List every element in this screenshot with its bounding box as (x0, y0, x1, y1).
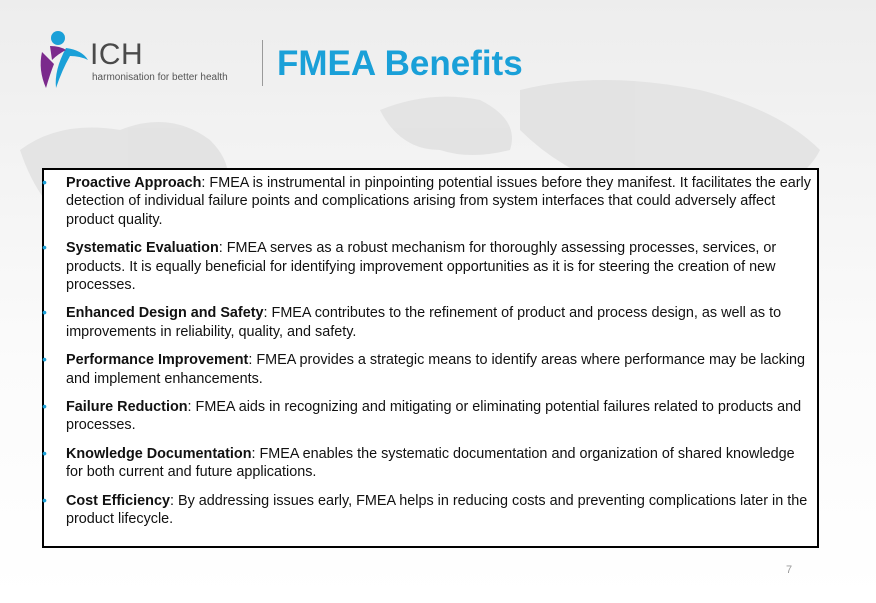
bullet-icon: • (42, 444, 47, 461)
logo-tagline: harmonisation for better health (92, 72, 228, 83)
benefit-item-proactive-approach (44, 174, 817, 229)
benefits-box (42, 168, 819, 548)
benefit-item-cost-efficiency (44, 492, 817, 529)
benefit-title: Performance Improvement (66, 352, 249, 369)
slide-title: FMEA Benefits (277, 44, 523, 83)
benefit-text: : FMEA aids in recognizing and mitigating or eliminating potential failures related to products and processes. (66, 399, 802, 434)
benefit-text: : By addressing issues early, FMEA helps in reducing costs and preventing complications later in the product lifecycle. (66, 492, 808, 528)
page-number: 7 (786, 564, 793, 576)
header-divider (262, 40, 263, 86)
benefit-title: Systematic Evaluation (66, 240, 219, 257)
benefit-title: Enhanced Design and Safety (66, 305, 264, 322)
benefit-item-failure-reduction (44, 398, 817, 435)
benefit-text: : FMEA is instrumental in pinpointing potential issues before they manifest. It facilitates the early detection of individual failure points and complications arising from system interfaces that could adversely affect product quality. (66, 175, 811, 228)
ich-logo-mark-icon (36, 30, 92, 92)
bullet-icon: • (42, 491, 47, 508)
benefit-title: Failure Reduction (66, 399, 188, 416)
bullet-icon: • (42, 174, 47, 190)
bullet-icon: • (42, 398, 47, 415)
benefit-text: : FMEA provides a strategic means to identify areas where performance may be lacking and implement enhancements. (66, 352, 806, 387)
benefit-item-knowledge-documentation (44, 445, 817, 482)
benefit-text: : FMEA contributes to the refinement of product and process design, as well as to improvements in reliability, quality, and safety. (66, 305, 782, 340)
ich-logo (36, 30, 246, 92)
benefits-list (44, 174, 817, 529)
benefit-title: Knowledge Documentation (66, 445, 252, 462)
bullet-icon: • (42, 351, 47, 368)
benefit-title: Proactive Approach (66, 175, 202, 191)
benefit-item-systematic-evaluation (44, 239, 817, 294)
benefit-text: : FMEA serves as a robust mechanism for thoroughly assessing processes, services, or products. It is equally beneficial for identifying improvement opportunities as it is for steering the creation of new processes. (66, 240, 777, 294)
benefit-text: : FMEA enables the systematic documentation and organization of shared knowledge for both current and future applications. (66, 445, 795, 481)
bullet-icon: • (42, 304, 47, 321)
benefit-title: Cost Efficiency (66, 492, 170, 509)
benefit-item-enhanced-design-safety (44, 304, 817, 341)
benefit-item-performance-improvement (44, 351, 817, 388)
logo-wordmark: ICH (90, 38, 144, 71)
bullet-icon: • (42, 239, 47, 256)
